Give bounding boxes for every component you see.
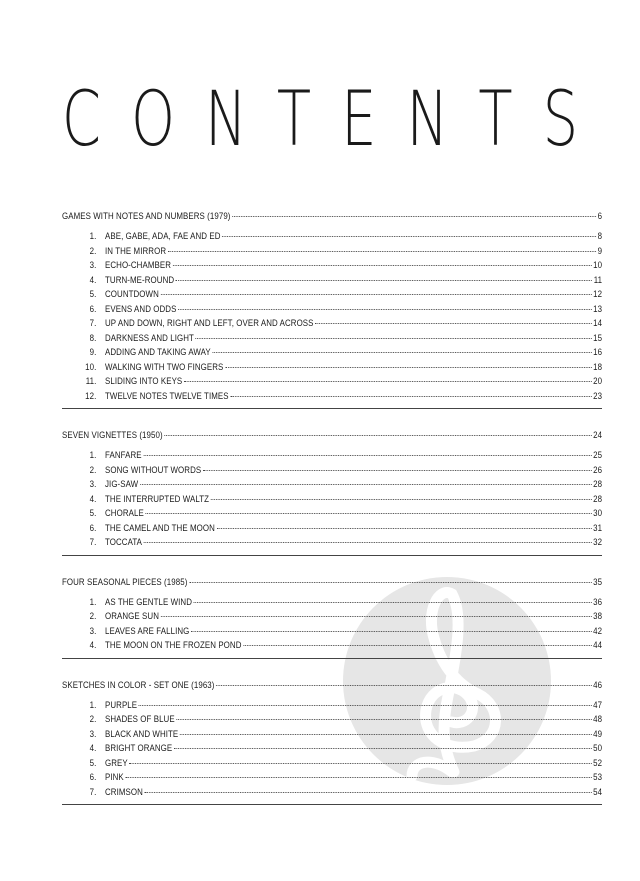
dot-leader — [222, 236, 596, 237]
toc-entry[interactable] — [62, 391, 602, 406]
entry-number: 6. — [89, 772, 97, 782]
entry-number: 1. — [89, 450, 97, 460]
page-number: 48 — [593, 714, 603, 724]
dot-leader — [232, 216, 596, 217]
page-number: 9 — [597, 245, 603, 256]
dot-leader — [176, 719, 591, 720]
entry-title: THE CAMEL AND THE MOON — [105, 522, 215, 533]
entry-number: 4. — [89, 493, 97, 504]
entry-number: 2. — [89, 245, 97, 256]
dot-leader — [174, 748, 591, 749]
entry-number: 2. — [89, 611, 97, 621]
entry-number: 5. — [89, 757, 97, 768]
dot-leader — [139, 705, 592, 706]
entry-title: ADDING AND TAKING AWAY — [105, 347, 211, 357]
dot-leader — [243, 645, 591, 646]
toc-entry[interactable] — [62, 450, 602, 465]
section-divider — [62, 804, 602, 805]
dot-leader — [180, 734, 591, 735]
page-number: 12 — [593, 289, 603, 299]
toc-entry[interactable] — [62, 743, 602, 758]
toc-entry[interactable] — [62, 362, 602, 377]
dot-leader — [126, 777, 592, 778]
dot-leader — [191, 631, 591, 632]
entry-title: TWELVE NOTES TWELVE TIMES — [105, 390, 229, 401]
section-title: SEVEN VIGNETTES (1950) — [62, 430, 163, 440]
section-heading[interactable] — [62, 430, 602, 446]
toc-entry[interactable] — [62, 465, 602, 480]
toc-entry[interactable] — [62, 376, 602, 391]
page-number: 44 — [593, 640, 603, 650]
toc-section — [62, 430, 602, 556]
page-number: 28 — [593, 479, 603, 489]
page-number: 50 — [593, 743, 603, 753]
entry-title: SHADES OF BLUE — [105, 714, 175, 724]
entry-title: WALKING WITH TWO FINGERS — [105, 361, 224, 372]
entry-title: BRIGHT ORANGE — [105, 743, 173, 753]
dot-leader — [146, 513, 592, 514]
page-number: 36 — [593, 596, 603, 607]
entry-number: 3. — [89, 260, 97, 270]
toc-entry[interactable] — [62, 700, 602, 715]
toc-entry[interactable] — [62, 508, 602, 523]
page-number: 24 — [593, 430, 603, 440]
entry-title: PURPLE — [105, 699, 138, 710]
page-number: 52 — [593, 757, 603, 768]
entry-number: 4. — [89, 743, 97, 753]
dot-leader — [230, 396, 591, 397]
entry-title: SONG WITHOUT WORDS — [105, 464, 202, 475]
dot-leader — [161, 616, 592, 617]
page-number: 23 — [593, 390, 603, 401]
page-number: 6 — [597, 211, 603, 221]
entry-number: 5. — [89, 508, 97, 518]
entry-number: 7. — [89, 786, 97, 797]
page-number: 14 — [593, 318, 603, 328]
toc-section — [62, 211, 602, 409]
entry-number: 7. — [89, 537, 97, 547]
toc-entry[interactable] — [62, 537, 602, 552]
section-heading[interactable] — [62, 680, 602, 696]
entry-title: LEAVES ARE FALLING — [105, 625, 190, 636]
dot-leader — [168, 251, 596, 252]
entry-number: 2. — [89, 714, 97, 724]
entry-title: EVENS AND ODDS — [105, 303, 177, 314]
section-heading[interactable] — [62, 211, 602, 227]
entry-title: TOCCATA — [105, 537, 143, 547]
dot-leader — [173, 265, 592, 266]
toc-entry[interactable] — [62, 333, 602, 348]
page-number: 15 — [593, 332, 603, 343]
entry-title: PINK — [105, 772, 124, 782]
entry-number: 6. — [89, 522, 97, 533]
toc-entry[interactable] — [62, 479, 602, 494]
section-title: FOUR SEASONAL PIECES (1985) — [62, 576, 188, 587]
toc-entry[interactable] — [62, 714, 602, 729]
page-number: 30 — [593, 508, 603, 518]
dot-leader — [140, 484, 591, 485]
entry-title: COUNTDOWN — [105, 289, 159, 299]
toc-entry[interactable] — [62, 260, 602, 275]
entry-number: 1. — [89, 231, 97, 241]
toc-entry[interactable] — [62, 758, 602, 773]
entry-number: 2. — [89, 464, 97, 475]
toc-section — [62, 680, 602, 806]
toc-entry[interactable] — [62, 640, 602, 655]
section-heading[interactable] — [62, 577, 602, 593]
entry-title: THE MOON ON THE FROZEN POND — [105, 640, 242, 650]
toc-entry[interactable] — [62, 347, 602, 362]
dot-leader — [145, 792, 592, 793]
toc-entry[interactable] — [62, 231, 602, 246]
page-number: 35 — [593, 576, 603, 587]
page-number: 16 — [593, 347, 603, 357]
entry-number: 9. — [89, 347, 97, 357]
entry-title: DARKNESS AND LIGHT — [105, 332, 194, 343]
page-number: 46 — [593, 679, 603, 690]
dot-leader — [184, 381, 591, 382]
page-number: 10 — [593, 260, 603, 270]
dot-leader — [194, 602, 592, 603]
entry-title: TURN-ME-ROUND — [105, 274, 175, 285]
toc-entry[interactable] — [62, 626, 602, 641]
toc-entry[interactable] — [62, 611, 602, 626]
toc-entry[interactable] — [62, 494, 602, 509]
entry-number: 10. — [85, 361, 97, 372]
page-number: 32 — [593, 537, 603, 547]
entry-title: ABE, GABE, ADA, FAE AND ED — [105, 231, 221, 241]
dot-leader — [225, 367, 591, 368]
dot-leader — [176, 280, 592, 281]
dot-leader — [203, 470, 591, 471]
entry-number: 5. — [89, 289, 97, 299]
toc-entry[interactable] — [62, 275, 602, 290]
entry-number: 4. — [89, 274, 97, 285]
page-number: 18 — [593, 361, 603, 372]
page-number: 31 — [593, 522, 603, 533]
section-title: SKETCHES IN COLOR - SET ONE (1963) — [62, 679, 215, 690]
page-title: CONTENTS — [61, 76, 609, 164]
dot-leader — [161, 294, 592, 295]
dot-leader — [144, 542, 592, 543]
section-title: GAMES WITH NOTES AND NUMBERS (1979) — [62, 211, 231, 221]
entry-title: JIG-SAW — [105, 479, 139, 489]
entry-title: THE INTERRUPTED WALTZ — [105, 493, 210, 504]
toc-entry[interactable] — [62, 289, 602, 304]
entry-title: IN THE MIRROR — [105, 245, 167, 256]
page-number: 53 — [593, 772, 603, 782]
entry-number: 7. — [89, 318, 97, 328]
entry-title: BLACK AND WHITE — [105, 728, 179, 739]
dot-leader — [189, 582, 591, 583]
toc-entry[interactable] — [62, 597, 602, 612]
entry-number: 6. — [89, 303, 97, 314]
dot-leader — [315, 323, 591, 324]
entry-title: ORANGE SUN — [105, 611, 159, 621]
page-number: 26 — [593, 464, 603, 475]
dot-leader — [217, 528, 592, 529]
entry-number: 3. — [89, 728, 97, 739]
entry-number: 1. — [89, 699, 97, 710]
entry-number: 3. — [89, 625, 97, 636]
page-number: 25 — [593, 450, 603, 460]
entry-number: 8. — [89, 332, 97, 343]
entry-title: ECHO-CHAMBER — [105, 260, 172, 270]
entry-number: 12. — [85, 390, 97, 401]
dot-leader — [211, 499, 592, 500]
entry-title: CHORALE — [105, 508, 144, 518]
entry-title: FANFARE — [105, 450, 142, 460]
dot-leader — [143, 455, 591, 456]
page-number: 47 — [593, 699, 603, 710]
toc-entry[interactable] — [62, 246, 602, 261]
entry-number: 11. — [85, 376, 97, 386]
page-number: 54 — [593, 786, 603, 797]
dot-leader — [216, 685, 591, 686]
page-number: 42 — [593, 625, 603, 636]
toc-entry[interactable] — [62, 523, 602, 538]
page-number: 49 — [593, 728, 603, 739]
entry-title: AS THE GENTLE WIND — [105, 596, 193, 607]
entry-title: SLIDING INTO KEYS — [105, 376, 183, 386]
entry-title: GREY — [105, 757, 128, 768]
page-number: 13 — [593, 303, 603, 314]
page-number: 20 — [593, 376, 603, 386]
entry-title: CRIMSON — [105, 786, 143, 797]
page-number: 28 — [593, 493, 603, 504]
entry-number: 3. — [89, 479, 97, 489]
table-of-contents — [62, 211, 602, 805]
toc-entry[interactable] — [62, 772, 602, 787]
toc-entry[interactable] — [62, 304, 602, 319]
entry-number: 1. — [89, 596, 97, 607]
entry-title: UP AND DOWN, RIGHT AND LEFT, OVER AND ACROSS — [105, 318, 314, 328]
dot-leader — [196, 338, 592, 339]
dot-leader — [213, 352, 592, 353]
dot-leader — [129, 763, 591, 764]
toc-entry[interactable] — [62, 318, 602, 333]
toc-entry[interactable] — [62, 729, 602, 744]
toc-entry[interactable] — [62, 787, 602, 802]
toc-section — [62, 577, 602, 659]
entry-number: 4. — [89, 640, 97, 650]
dot-leader — [178, 309, 591, 310]
page-number: 8 — [597, 231, 603, 241]
page-number: 11 — [593, 274, 603, 285]
dot-leader — [164, 435, 591, 436]
page-number: 38 — [593, 611, 603, 621]
